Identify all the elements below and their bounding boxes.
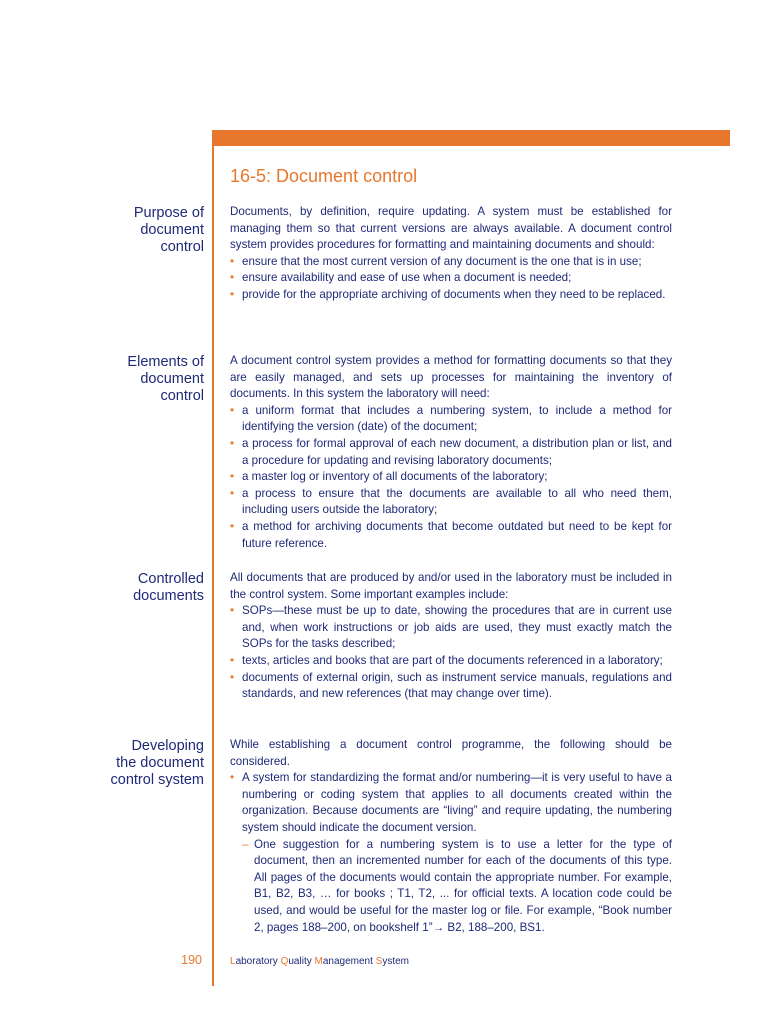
list-item: • texts, articles and books that are part of the documents referenced in a laboratory; (230, 653, 672, 670)
paragraph: Documents, by definition, require updating. A system must be established for managing them so that current versions are always available. A document control system provides procedures for formatting and maintaining documents and should: (230, 205, 672, 252)
list-item: • a uniform format that includes a numbering system, to include a method for identifying the version (date) of the document; (230, 403, 672, 434)
side-heading-purpose: Purpose of document control (133, 205, 204, 255)
sub-list-item: – One suggestion for a numbering system is to use a letter for the type of document, then an incremented number for each of the documents of this type. All pages of the documents would contain the appropriate number. For example, B1, B2, B3, … for books ; T1, T2, ... for official texts. A location code could be used, and would be useful for the master log or file. For example, “Book number 2, pages 188–200, on bookshelf 1”→ B2, 188–200, BS1. (242, 837, 672, 934)
section-body-elements (230, 353, 672, 552)
paragraph: All documents that are produced by and/or used in the laboratory must be included in the control system. Some important examples include: (230, 571, 672, 601)
footer-word-part: aboratory (235, 956, 281, 967)
paragraph: While establishing a document control programme, the following should be considered. (230, 738, 672, 768)
side-heading-developing: Developing the document control system (110, 738, 204, 788)
list-item: • A system for standardizing the format and/or numbering—it is very useful to have a numbering or coding system that applies to all documents created within the organization. Because documents are “living” and require updating, the numbering system should indicate the document version. – One suggestion for a numbering system is to use a letter for the type of document, then an incremented number for each of the documents of this type. All pages of the documents would contain the appropriate number. For example, B1, B2, B3, … for books ; T1, T2, ... for official texts. A location code could be used, and would be useful for the master log or file. For example, “Book number 2, pages 188–200, on bookshelf 1”→ B2, 188–200, BS1. (230, 770, 672, 936)
list-item: • provide for the appropriate archiving of documents when they need to be replaced. (230, 287, 672, 304)
bullet-icon: • (230, 519, 235, 533)
page-number: 190 (181, 953, 202, 967)
sub-bullet-list (242, 837, 672, 937)
list-item: • a master log or inventory of all documents of the laboratory; (230, 469, 672, 486)
footer-initial: Q (280, 956, 289, 967)
list-item: • a process for formal approval of each new document, a distribution plan or list, and a procedure for updating and revising laboratory documents; (230, 436, 672, 467)
bullet-icon: • (230, 604, 235, 618)
bullet-icon: • (230, 254, 235, 268)
right-arrow-icon: → (432, 920, 445, 934)
bullet-list (230, 603, 672, 703)
section-body-controlled (230, 570, 672, 703)
list-item: • SOPs—these must be up to date, showing the procedures that are in current use and, when work instructions or job aids are used, they must exactly match the SOPs for the tasks described; (230, 604, 672, 651)
running-footer (230, 956, 409, 967)
list-item: • a method for archiving documents that become outdated but need to be kept for future reference. (230, 519, 672, 550)
bullet-icon: • (230, 436, 235, 450)
footer-word-part: ystem (382, 956, 410, 967)
footer-initial: M (314, 956, 323, 967)
dash-icon: – (242, 837, 249, 851)
bullet-icon: • (230, 653, 235, 667)
list-item: • ensure that the most current version of any document is the one that is in use; (230, 254, 672, 271)
section-title: 16-5: Document control (230, 166, 418, 186)
section-body-developing (230, 737, 672, 936)
footer-initial: S (375, 956, 383, 967)
bullet-icon: • (230, 271, 235, 285)
bullet-icon: • (230, 670, 235, 684)
list-item: • a process to ensure that the documents are available to all who need them, including users outside the laboratory; (230, 486, 672, 517)
bullet-list (230, 770, 672, 936)
bullet-icon: • (230, 470, 235, 484)
header-accent-bar (212, 130, 730, 146)
side-heading-controlled: Controlled documents (133, 571, 204, 604)
bullet-list (230, 403, 672, 552)
footer-initial: L (230, 956, 236, 967)
section-body-purpose (230, 204, 672, 304)
bullet-icon: • (230, 486, 235, 500)
paragraph: A document control system provides a method for formatting documents so that they are easily managed, and sets up processes for maintaining the inventory of documents. In this system the laboratory will need: (230, 354, 672, 401)
side-heading-elements: Elements of document control (127, 354, 204, 404)
footer-word-part: uality (288, 956, 315, 967)
list-item: • documents of external origin, such as instrument service manuals, regulations and standards, and new references (that may change over time). (230, 670, 672, 701)
bullet-icon: • (230, 403, 235, 417)
bullet-icon: • (230, 771, 235, 785)
list-item: • ensure availability and ease of use when a document is needed; (230, 270, 672, 287)
bullet-list (230, 254, 672, 304)
footer-word-part: anagement (322, 956, 376, 967)
bullet-icon: • (230, 287, 235, 301)
margin-divider-line (212, 146, 214, 986)
